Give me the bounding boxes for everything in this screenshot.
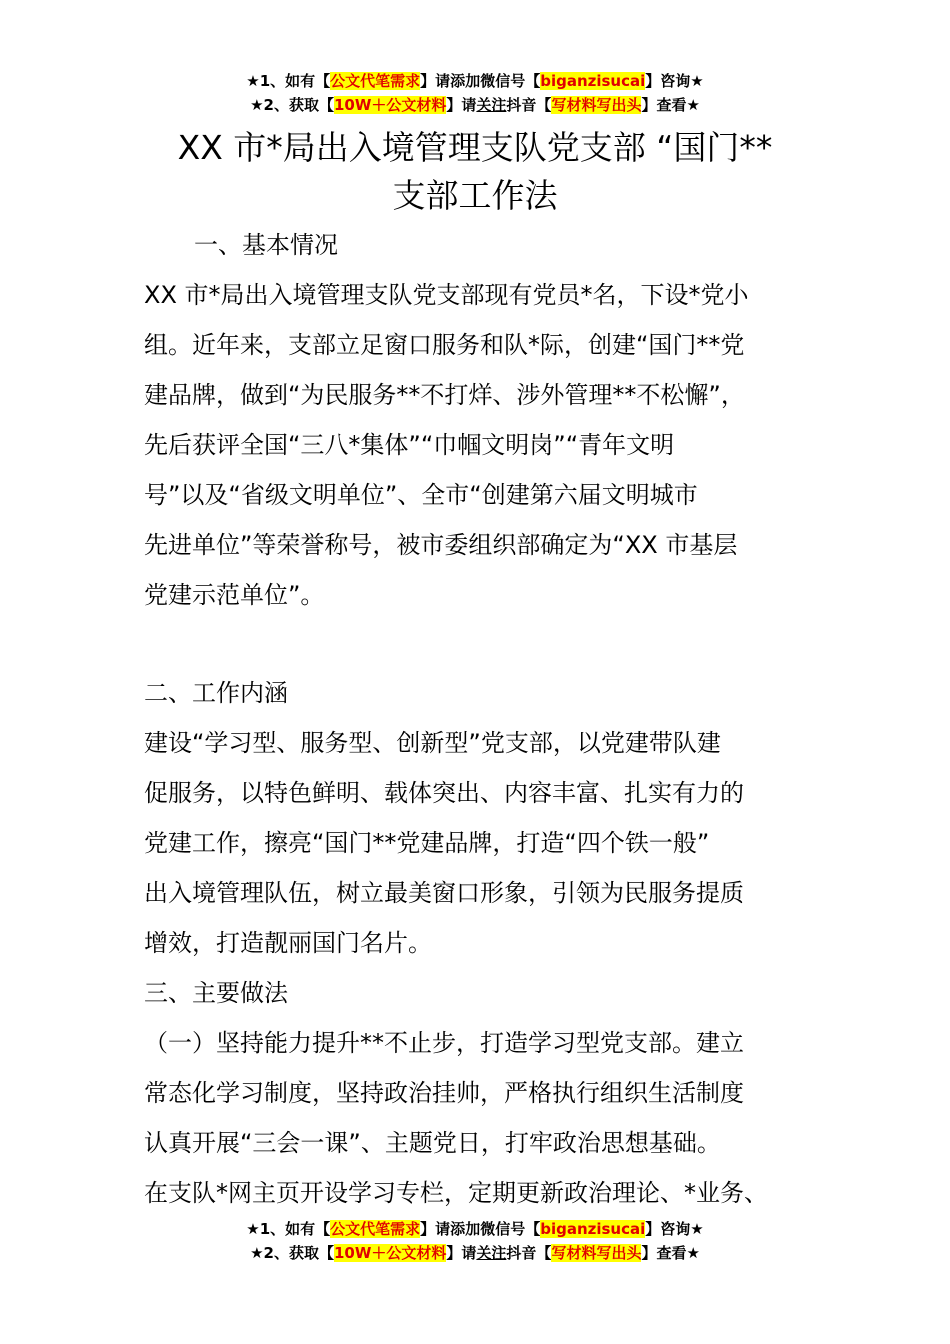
banner-text: 抖音【: [506, 1244, 552, 1262]
banner-text: ★2、获取【: [250, 1244, 334, 1262]
banner-text: 关注: [476, 1244, 507, 1262]
paragraph-line: 先进单位”等荣誉称号，被市委组织部确定为“XX 市基层: [144, 531, 738, 559]
paragraph-line: （一）坚持能力提升**不止步，打造学习型党支部。建立: [144, 1029, 744, 1057]
banner-text: 微信号【: [480, 72, 541, 90]
banner-text: ★1、如有【: [246, 72, 331, 90]
banner-line-2: [0, 94, 950, 116]
banner-highlight: 写材料写出头: [551, 1244, 642, 1262]
banner-highlight: biganzisucai: [540, 1220, 646, 1238]
paragraph-line: 先后获评全国“三八*集体”“巾帼文明岗”“青年文明: [144, 431, 675, 459]
paragraph-line: 出入境管理队伍，树立最美窗口形象，引领为民服务提质: [144, 879, 744, 907]
banner-highlight: 10W＋公文材料: [333, 96, 447, 114]
banner-text: 】查看★: [641, 1244, 700, 1262]
paragraph-line: 建品牌，做到“为民服务**不打烊、涉外管理**不松懈”，: [144, 381, 745, 409]
banner-highlight: 10W＋公文材料: [333, 1244, 447, 1262]
banner-text: 】请添: [420, 72, 466, 90]
banner-line-2: [0, 1242, 950, 1264]
document-title-line-1: XX 市*局出入境管理支队党支部 “国门**: [177, 128, 773, 167]
paragraph-line: 组。近年来，支部立足窗口服务和队*际，创建“国门**党: [144, 331, 745, 359]
banner-text: 微信号【: [480, 1220, 541, 1238]
paragraph-line: 增效，打造靓丽国门名片。: [144, 929, 432, 957]
banner-text: ★1、如有【: [246, 1220, 331, 1238]
section-heading: 三、主要做法: [144, 979, 288, 1007]
paragraph-line: 认真开展“三会一课”、主题党日，打牢政治思想基础。: [144, 1129, 721, 1157]
banner-highlight: 写材料写出头: [551, 96, 642, 114]
banner-text: 加: [465, 72, 481, 90]
banner-highlight: 公文代笔需求: [330, 72, 421, 90]
paragraph-line: 在支队*网主页开设学习专栏，定期更新政治理论、*业务、: [144, 1179, 768, 1207]
banner-line-1: [0, 70, 950, 92]
banner-text: 抖音【: [506, 96, 552, 114]
paragraph-line: 党建工作，擦亮“国门**党建品牌，打造“四个铁一般”: [144, 829, 710, 857]
banner-text: 】请: [446, 96, 477, 114]
document-title-line-2: 支部工作法: [392, 176, 558, 215]
paragraph-line: 建设“学习型、服务型、创新型”党支部，以党建带队建: [144, 729, 721, 757]
banner-text: 】请: [446, 1244, 477, 1262]
paragraph-line: 号”以及“省级文明单位”、全市“创建第六届文明城市: [144, 481, 698, 509]
paragraph-line: 促服务，以特色鲜明、载体突出、内容丰富、扎实有力的: [144, 779, 744, 807]
banner-text: 】咨询★: [645, 72, 704, 90]
paragraph-line: 党建示范单位”。: [144, 581, 325, 609]
banner-text: 加: [465, 1220, 481, 1238]
paragraph-line: XX 市*局出入境管理支队党支部现有党员*名，下设*党小: [144, 281, 749, 309]
banner-text: 关注: [476, 96, 507, 114]
paragraph-line: 常态化学习制度，坚持政治挂帅，严格执行组织生活制度: [144, 1079, 744, 1107]
banner-highlight: 公文代笔需求: [330, 1220, 421, 1238]
banner-text: 】咨询★: [645, 1220, 704, 1238]
section-heading: 一、基本情况: [194, 231, 338, 259]
banner-text: 】查看★: [641, 96, 700, 114]
section-heading: 二、工作内涵: [144, 679, 288, 707]
banner-line-1: [0, 1218, 950, 1240]
banner-text: 】请添: [420, 1220, 466, 1238]
banner-highlight: biganzisucai: [540, 72, 646, 90]
banner-text: ★2、获取【: [250, 96, 334, 114]
